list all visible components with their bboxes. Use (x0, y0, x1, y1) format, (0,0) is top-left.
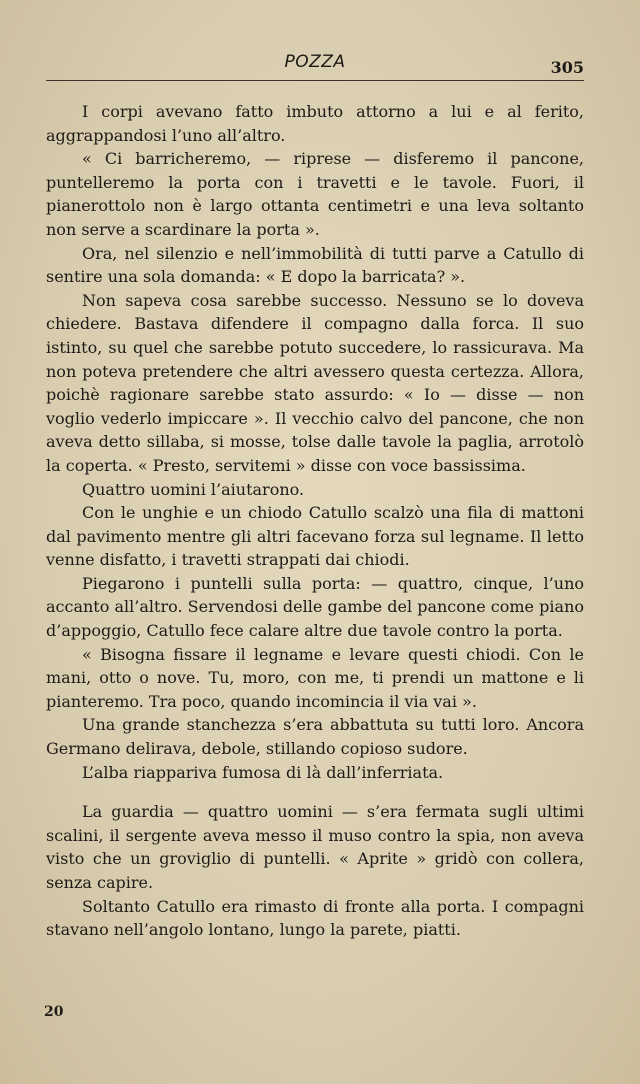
paragraph: I corpi avevano fatto imbuto attorno a lui e al ferito, aggrappandosi l’uno all’altro. (46, 102, 584, 145)
page-number: 305 (550, 58, 584, 77)
paragraph: « Ci barricheremo, — riprese — disferemo il pancone, puntelleremo la porta con i travetti e le tavole. Fuori, il pianerottolo non è largo ottanta centimetri e una leva soltanto non serve a scardinare la porta ». (46, 149, 584, 239)
paragraph: Ora, nel silenzio e nell’immobilità di tutti parve a Catullo di sentire una sola domanda: « E dopo la barricata? ». (46, 243, 584, 287)
paragraph: « Bisogna fissare il legname e levare questi chiodi. Con le mani, otto o nove. Tu, moro, con me, ti prendi un mattone e li pianteremo. Tra poco, quando incomincia il via vai ». (46, 644, 584, 711)
body-text (46, 100, 584, 942)
running-title: POZZA (284, 52, 346, 72)
signature-mark: 20 (44, 1004, 64, 1020)
paragraph: Una grande stanchezza s’era abbattuta su tutti loro. Ancora Germano delirava, debole, stillando copioso sudore. (46, 715, 584, 759)
paragraph: Non sapeva cosa sarebbe successo. Nessuno se lo doveva chiedere. Bastava difendere il compagno dalla forca. Il suo istinto, su quel che sarebbe potuto succedere, lo rassicurava. Ma non poteva pretendere che altri avessero questa certezza. Allora, poichè ragionare sarebbe stato assurdo: « Io — disse — non voglio vederlo impiccare ». Il vecchio calvo del pancone, che non aveva detto sillaba, si mosse, tolse dalle tavole la paglia, arrotolò la coperta. « Presto, servitemi » disse con voce bassissima. (46, 290, 584, 475)
paragraph: L’alba riappariva fumosa di là dall’inferriata. (82, 762, 444, 782)
paragraph: Soltanto Catullo era rimasto di fronte alla porta. I compagni stavano nell’angolo lontano, lungo la parete, piatti. (46, 896, 584, 940)
paragraph: Piegarono i puntelli sulla porta: — quattro, cinque, l’uno accanto all’altro. Servendosi delle gambe del pancone come piano d’appoggio, Catullo fece calare altre due tavole contro la porta. (46, 573, 584, 641)
running-head (46, 50, 584, 81)
paragraph: Quattro uomini l’aiutarono. (82, 479, 305, 499)
paragraph: La guardia — quattro uomini — s’era fermata sugli ultimi scalini, il sergente aveva messo il muso contro la spia, non aveva visto che un groviglio di puntelli. « Aprite » gridò con collera, senza capire. (46, 802, 584, 892)
paragraph: Con le unghie e un chiodo Catullo scalzò una fila di mattoni dal pavimento mentre gli altri facevano forza sul legname. Il letto venne disfatto, i travetti strappati dai chiodi. (46, 503, 584, 570)
